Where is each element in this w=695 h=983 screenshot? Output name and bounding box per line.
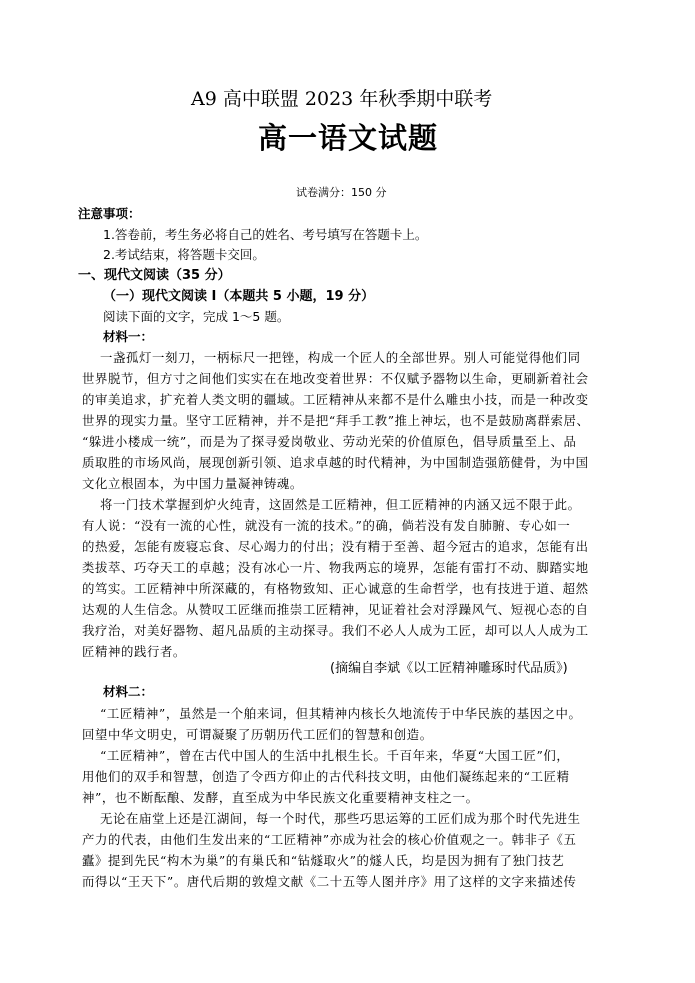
material-1-line: 将一门技术掌握到炉火纯青，这固然是工匠精神，但工匠精神的内涵又远不限于此。 xyxy=(100,497,581,512)
material-2-line: 用他们的双手和智慧，创造了令西方仰止的古代科技文明，由他们凝练起来的“工匠精 xyxy=(82,769,570,784)
material-1-label: 材料一： xyxy=(103,329,154,344)
material-2-line: 神”，也不断酝酿、发酵，直至成为中华民族文化重要精神支柱之一。 xyxy=(82,790,479,805)
material-1-line: 的热爱，怎能有废寝忘食、尽心竭力的付出；没有精于至善、超今冠古的追求，怎能有出 xyxy=(82,539,589,554)
material-2-line: “工匠精神”，虽然是一个舶来词，但其精神内核长久地流传于中华民族的基因之中。 xyxy=(100,706,582,721)
subsection-heading: （一）现代文阅读 I（本题共 5 小题，19 分） xyxy=(103,289,375,304)
material-1-line: 世界脱节，但方寸之间他们实实在在地改变着世界：不仅赋予器物以生命，更刷新着社会 xyxy=(82,371,589,386)
material-1-line: 达观的人生信念。从赞叹工匠继而推崇工匠精神，见证着社会对浮躁风气、短视心态的自 xyxy=(82,602,589,617)
section-heading: 一、现代文阅读（35 分） xyxy=(78,268,231,283)
material-1-line: 质取胜的市场风尚，展现创新引领、追求卓越的时代精神，为中国制造强筋健骨，为中国 xyxy=(82,455,589,470)
material-1-line: 有人说：“没有一流的心性，就没有一流的技术。”的确，倘若没有发自肺腑、专心如一 xyxy=(82,518,571,533)
material-1-line: “躲进小楼成一统”，而是为了探寻爱岗敬业、劳动光荣的价值原色，倡导质量至上、品 xyxy=(82,434,577,449)
material-1-line: 一盏孤灯一刻刀，一柄标尺一把锉，构成一个匠人的全部世界。别人可能觉得他们同 xyxy=(100,350,581,365)
material-2-line: 而得以“王天下”。唐代后期的敦煌文献《二十五等人图并序》用了这样的文字来描述传 xyxy=(82,874,577,889)
material-1-line: 的笃实。工匠精神中所深藏的，有格物致知、正心诚意的生命哲学，也有技进于道、超然 xyxy=(82,581,589,596)
full-score: 试卷满分：150 分 xyxy=(296,186,387,199)
reading-instruction: 阅读下面的文字，完成 1～5 题。 xyxy=(103,309,290,324)
material-2-line: “工匠精神”，曾在古代中国人的生活中扎根生长。千百年来，华夏“大国工匠”们， xyxy=(100,748,570,763)
material-2-label: 材料二： xyxy=(103,684,154,699)
material-1-line: 的审美追求，扩充着人类文明的疆域。工匠精神从来都不是什么雕虫小技，而是一种改变 xyxy=(82,392,589,407)
notes-heading: 注意事项： xyxy=(78,206,141,221)
material-1-line: 我疗治，对美好器物、超凡品质的主动探寻。我们不必人人成为工匠，却可以人人成为工 xyxy=(82,623,589,638)
notes-item-1: 1.答卷前，考生务必将自己的姓名、考号填写在答题卡上。 xyxy=(103,227,428,242)
material-1-source: (摘编自李斌《以工匠精神雕琢时代品质》) xyxy=(330,661,568,676)
notes-item-2: 2.考试结束，将答题卡交回。 xyxy=(103,247,265,262)
material-1-line: 文化立根固本，为中国力量凝神铸魂。 xyxy=(82,476,303,491)
material-1-line: 类拔萃、巧夺天工的卓越；没有冰心一片、物我两忘的境界，怎能有雷打不动、脚踏实地 xyxy=(82,560,589,575)
material-2-line: 产力的代表，由他们生发出来的“工匠精神”亦成为社会的核心价值观之一。韩非子《五 xyxy=(82,832,577,847)
material-2-line: 蠹》提到先民“构木为巢”的有巢氏和“钻燧取火”的燧人氏，均是因为拥有了独门技艺 xyxy=(82,853,565,868)
material-2-line: 无论在庙堂上还是江湖间，每一个时代，那些巧思运筹的工匠们成为那个时代先进生 xyxy=(100,811,581,826)
material-1-line: 匠精神的践行者。 xyxy=(82,644,186,659)
material-2-line: 回望中华文明史，可谓凝聚了历朝历代工匠们的智慧和创造。 xyxy=(82,727,433,742)
exam-org-title: A9 高中联盟 2023 年秋季期中联考 xyxy=(191,88,493,110)
page-title: 高一语文试题 xyxy=(258,121,439,155)
material-1-line: 世界的现实力量。坚守工匠精神，并不是把“拜手工教”推上神坛，也不是鼓励离群索居、 xyxy=(82,413,590,428)
